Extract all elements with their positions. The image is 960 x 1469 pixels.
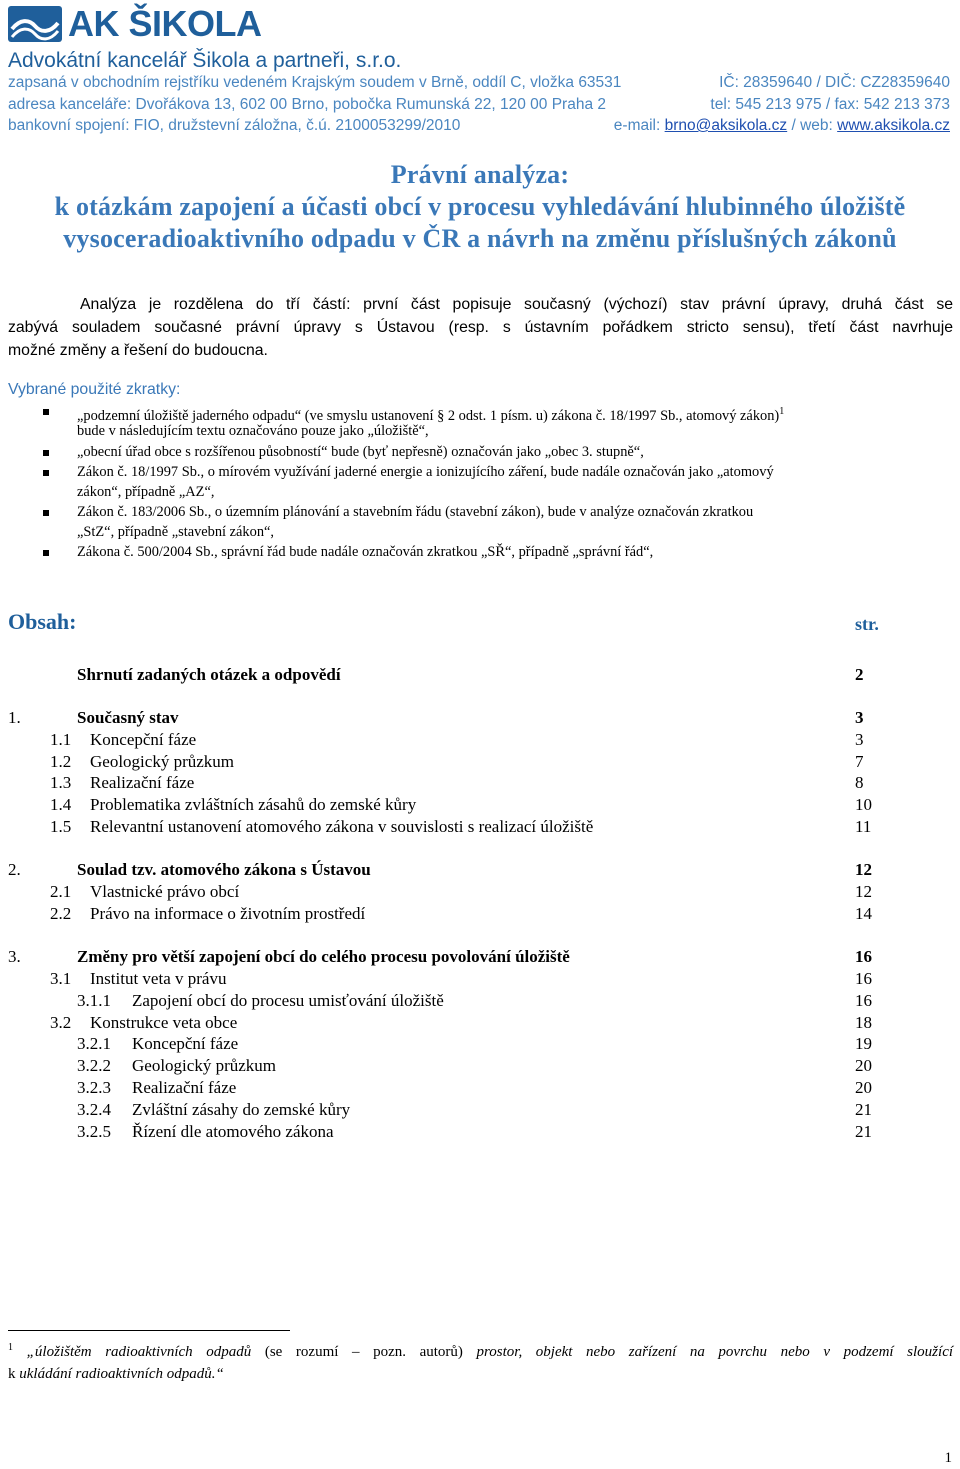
toc-page: 16 — [855, 947, 872, 966]
toc-page: 10 — [855, 795, 872, 814]
toc-page: 12 — [855, 860, 872, 879]
email-link[interactable]: brno@aksikola.cz — [664, 117, 788, 134]
toc-text: Realizační fáze — [132, 1078, 237, 1097]
toc-text: Zvláštní zásahy do zemské kůry — [132, 1100, 351, 1119]
toc-page: 18 — [855, 1013, 872, 1032]
toc-page: 14 — [855, 904, 872, 923]
toc-text: Právo na informace o životním prostředí — [90, 904, 366, 923]
doc-title-3: vysoceradioaktivního odpadu v ČR a návrh na změnu příslušných zákonů — [63, 224, 897, 253]
abbrev-text: bude v následujícím textu označováno pouze jako „úložiště“, — [77, 423, 429, 439]
toc-num: 1.2 — [50, 752, 72, 771]
footnote-note: (se rozumí – pozn. autorů) — [251, 1344, 477, 1360]
toc-text: Geologický průzkum — [90, 752, 234, 771]
toc-heading: Obsah: — [8, 609, 77, 634]
logo-text: AK ŠIKOLA — [68, 3, 262, 44]
toc-num: 1.1 — [50, 730, 72, 749]
footnote-divider — [8, 1330, 290, 1331]
abbreviations-heading: Vybrané použité zkratky: — [8, 381, 181, 398]
intro-line-2: zabývá souladem současné právní úpravy s Ústavou (resp. s ústavním pořádkem stricto sensu), třetí část navrhuje — [8, 319, 953, 336]
toc-page: 16 — [855, 991, 872, 1010]
firm-name: Advokátní kancelář Šikola a partneři, s.r.o. — [8, 49, 402, 72]
toc-num: 3.2.4 — [77, 1100, 111, 1119]
toc-text: Koncepční fáze — [90, 730, 197, 749]
toc-text: Realizační fáze — [90, 773, 195, 792]
abbrev-text: zákon“, případně „AZ“, — [77, 484, 215, 500]
toc-page: 20 — [855, 1056, 872, 1075]
toc-text: Koncepční fáze — [132, 1034, 239, 1053]
toc-text: Geologický průzkum — [132, 1056, 276, 1075]
toc-text: Problematika zvláštních zásahů do zemské kůry — [90, 795, 417, 814]
toc-page: 2 — [855, 665, 864, 684]
tax-ids: IČ: 28359640 / DIČ: CZ28359640 — [719, 74, 950, 91]
logo — [8, 3, 262, 44]
toc-text: Řízení dle atomového zákona — [132, 1122, 334, 1141]
toc-num: 3.1 — [50, 969, 72, 988]
bullet-icon — [43, 470, 49, 476]
footnote-definition-end: ukládání radioaktivních odpadů.“ — [19, 1366, 224, 1382]
toc-num: 3. — [8, 947, 21, 966]
abbrev-text: Zákon č. 18/1997 Sb., o mírovém využívání jaderné energie a ionizujícího záření, bude nadále označován jako „atomový — [77, 464, 774, 480]
footnote-mark: 1 — [8, 1342, 13, 1353]
page-number: 1 — [944, 1450, 952, 1466]
phone-line: tel: 545 213 975 / fax: 542 213 373 — [710, 96, 950, 113]
toc-text: Vlastnické právo obcí — [90, 882, 240, 901]
toc-page-label: str. — [855, 614, 879, 634]
toc-num: 3.2.1 — [77, 1034, 111, 1053]
contact-line — [614, 116, 950, 135]
bullet-icon — [43, 409, 49, 415]
toc-page: 8 — [855, 773, 864, 792]
toc-page: 20 — [855, 1078, 872, 1097]
toc-num: 2.2 — [50, 904, 72, 923]
toc-num: 2. — [8, 860, 21, 879]
toc-page: 3 — [855, 730, 864, 749]
doc-title-2: k otázkám zapojení a účasti obcí v procesu vyhledávání hlubinného úložiště — [54, 192, 906, 221]
toc-text: Institut veta v právu — [90, 969, 227, 988]
toc-num: 1.5 — [50, 817, 72, 836]
toc-page: 12 — [855, 882, 872, 901]
footnote-quote: „úložištěm radioaktivních odpadů — [26, 1344, 252, 1360]
address-line: adresa kanceláře: Dvořákova 13, 602 00 Brno, pobočka Rumunská 22, 120 00 Praha 2 — [8, 96, 606, 113]
toc-text: Změny pro větší zapojení obcí do celého procesu povolování úložiště — [77, 947, 570, 966]
intro-line-1: Analýza je rozdělena do tří částí: první část popisuje současný (výchozí) stav právní úpravy, druhá část se — [80, 296, 953, 313]
email-label: e-mail: — [613, 117, 665, 134]
toc-text: Zapojení obcí do procesu umisťování úložiště — [132, 991, 444, 1010]
toc-text: Současný stav — [77, 708, 179, 727]
toc-page: 16 — [855, 969, 872, 988]
footnote-definition: prostor, objekt nebo zařízení na povrchu nebo v podzemí sloužící — [476, 1344, 954, 1360]
toc-text: Shrnutí zadaných otázek a odpovědí — [77, 665, 341, 684]
logo-wave-icon — [8, 6, 62, 42]
toc-text: Soulad tzv. atomového zákona s Ústavou — [77, 860, 371, 879]
toc-page: 21 — [855, 1122, 872, 1141]
toc-num: 1.3 — [50, 773, 72, 792]
web-label: / web: — [787, 117, 838, 134]
toc-num: 3.1.1 — [77, 991, 111, 1010]
toc-page: 7 — [855, 752, 864, 771]
footnote-prefix: k — [8, 1366, 20, 1382]
registry-line: zapsaná v obchodním rejstříku vedeném Krajským soudem v Brně, oddíl C, vložka 63531 — [8, 74, 622, 91]
bullet-icon — [43, 550, 49, 556]
bullet-icon — [43, 510, 49, 516]
footnote-line-2 — [8, 1363, 953, 1385]
toc-num: 2.1 — [50, 882, 72, 901]
toc-text: Relevantní ustanovení atomového zákona v souvislosti s realizací úložiště — [90, 817, 594, 836]
toc-num: 3.2.2 — [77, 1056, 111, 1075]
footnote-line-1 — [8, 1337, 953, 1363]
abbrev-text: Zákona č. 500/2004 Sb., správní řád bude nadále označován zkratkou „SŘ“, případně „správní řád“, — [77, 544, 654, 560]
intro-paragraph — [8, 293, 953, 362]
abbrev-text: „obecní úřad obce s rozšířenou působností“ bude (byť nepřesně) označován jako „obec 3. stupně“, — [77, 444, 644, 460]
doc-title-1: Právní analýza: — [390, 160, 570, 189]
abbreviations-list — [0, 402, 960, 572]
bank-line: bankovní spojení: FIO, družstevní záložna, č.ú. 2100053299/2010 — [8, 117, 461, 134]
bullet-icon — [43, 450, 49, 456]
intro-line-3: možné změny a řešení do budoucna. — [8, 342, 268, 359]
toc-page: 3 — [855, 708, 864, 727]
web-link[interactable]: www.aksikola.cz — [837, 117, 950, 134]
abbrev-text: „podzemní úložiště jaderného odpadu“ (ve smyslu ustanovení § 2 odst. 1 písm. u) zákona č. 18/1997 Sb., atomový zákon) — [77, 407, 780, 424]
abbrev-text: Zákon č. 183/2006 Sb., o územním plánování a stavebním řádu (stavební zákon), bude v analýze označován zkratkou — [77, 504, 754, 520]
toc-text: Konstrukce veta obce — [90, 1013, 238, 1032]
toc-num: 3.2.5 — [77, 1122, 111, 1141]
toc-num: 3.2 — [50, 1013, 72, 1032]
toc-page: 19 — [855, 1034, 872, 1053]
toc-num: 1. — [8, 708, 21, 727]
toc-num: 3.2.3 — [77, 1078, 111, 1097]
toc-num: 1.4 — [50, 795, 72, 814]
toc-page: 21 — [855, 1100, 872, 1119]
footnote — [8, 1337, 953, 1385]
toc-page: 11 — [855, 817, 872, 836]
footnote-ref: 1 — [779, 406, 785, 417]
abbrev-text: „StZ“, případně „stavební zákon“, — [77, 524, 274, 540]
